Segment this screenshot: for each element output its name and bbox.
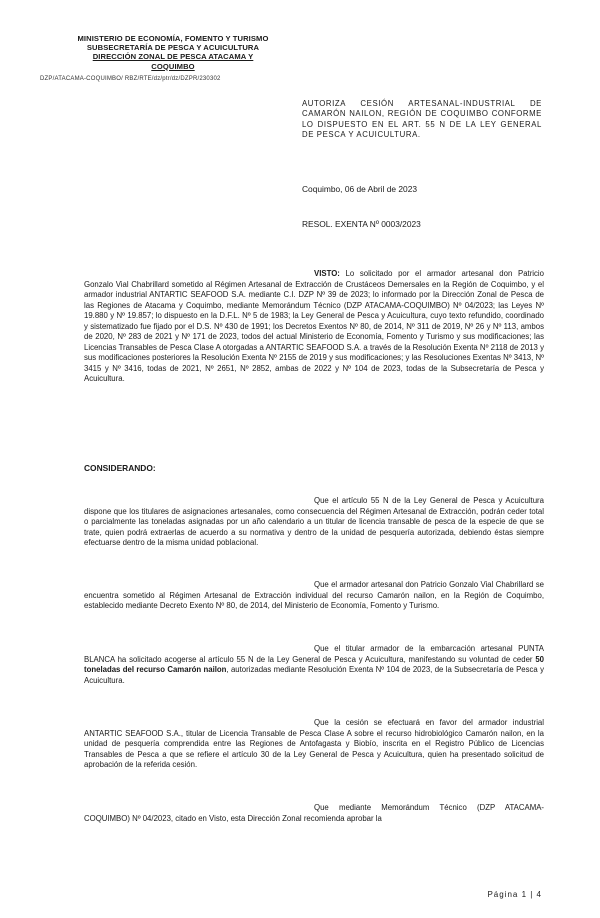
considerando-paragraph-2: [84, 580, 544, 612]
paragraph-text: Que mediante Memorándum Técnico (DZP ATACAMA-COQUIMBO) Nº 04/2023, citado en Visto, esta Dirección Zonal recomienda aprobar la: [84, 803, 544, 823]
visto-text: Lo solicitado por el armador artesanal don Patricio Gonzalo Vial Chabrillard sometido al Régimen Artesanal de Extracción de Crustáceos Demersales en la Región de Coquimbo, y el armador industrial ANTARTIC SEAFOOD S.A. mediante C.I. DZP Nº 39 de 2023; lo informado por la Dirección Zonal de Pesca de las Regiones de Atacama y Coquimbo, mediante Memorándum Técnico (DZP ATACAMA-COQUIMBO) Nº 04/2023; las Leyes Nº 19.880 y Nº 19.857; lo dispuesto en la D.F.L. Nº 5 de 1983; la Ley General de Pesca y Acuicultura, cuyo texto refundido, coordinado y sistematizado fue fijado por el D.S. Nº 430 de 1991; los Decretos Exentos Nº 80, de 2014, Nº 311 de 2019, Nº 26 y Nº 113, ambos de 2020, Nº 283 de 2021 y Nº 171 de 2023, todos del actual Ministerio de Economía, Fomento y Turismo y sus modificaciones; las Licencias Transables de Pesca Clase A otorgadas a ANTARTIC SEAFOOD S.A. a través de la Resolución Exenta Nº 2118 de 2013 y sus modificaciones posteriores la Resolución Exenta Nº 2155 de 2019 y sus modificaciones; y las Resoluciones Exentas Nº 3413, Nº 3415 y Nº 3416, todas de 2021, Nº 2651, Nº 2852, ambas de 2022 y Nº 104 de 2023, todas de la Subsecretaría de Pesca y Acuicultura.: [84, 269, 544, 384]
paragraph-text: Que el artículo 55 N de la Ley General de Pesca y Acuicultura dispone que los titulares de asignaciones artesanales, como consecuencia del Régimen Artesanal de Extracción, podrán ceder total o parcialmente las toneladas asignadas por un año calendario a un titular de licencia transable de pesca de la especie de que se trate, quien podrá extraerlas de acuerdo a su normativa y dentro de la unidad de pesquería autorizada, debiendo éstas siempre efectuarse dentro de la misma unidad poblacional.: [84, 496, 544, 548]
considerando-paragraph-5: [84, 803, 544, 824]
considerando-paragraph-4: [84, 718, 544, 771]
ministry-name: MINISTERIO DE ECONOMÍA, FOMENTO Y TURISMO: [77, 34, 269, 43]
considerando-heading: CONSIDERANDO:: [84, 463, 156, 473]
page-number: Página 1 | 4: [487, 890, 542, 899]
ceded-tonnage-highlight: 50 toneladas del recurso Camarón nailon: [84, 654, 544, 675]
undersecretary-name: SUBSECRETARÍA DE PESCA Y ACUICULTURA: [86, 43, 260, 53]
paragraph-text: Que la cesión se efectuará en favor del armador industrial ANTARTIC SEAFOOD S.A., titular de Licencia Transable de Pesca Clase A sobre el recurso hidrobiológico Camarón nailon, en la unidad de pesquería comprendida entre las Regiones de Antofagasta y Biobío, inscrita en el Registro Público de Licencias Transables de Pesca a que se refiere el artículo 30 de la Ley General de Pesca y Acuicultura, quien ha presentado solicitud de aprobación de la referida cesión.: [84, 718, 544, 770]
zonal-directorate-name-cont: COQUIMBO: [151, 61, 195, 71]
institution-header: [58, 34, 288, 71]
paragraph-text: Que el armador artesanal don Patricio Gonzalo Vial Chabrillard se encuentra sometido al Régimen Artesanal de Extracción individual del recurso Camarón nailon, en la Región de Coquimbo, establecido mediante Decreto Exento Nº 80, de 2014, del Ministerio de Economía, Fomento y Turismo.: [84, 580, 544, 611]
visto-label: VISTO:: [314, 269, 340, 278]
visto-section: [84, 269, 544, 385]
resolution-date: Coquimbo, 06 de Abril de 2023: [302, 184, 418, 194]
considerando-paragraph-3: [84, 644, 544, 686]
reference-codes: DZP/ATACAMA-COQUIMBO/ RBZ/RTE/dz/ptr/dz/DZPR/230302: [40, 76, 221, 82]
paragraph-text: Que el titular armador de la embarcación artesanal PUNTA BLANCA ha solicitado acogerse al artículo 55 N de la Ley General de Pesca y Acuicultura, manifestando su voluntad de ceder 50 toneladas del recurso Camarón nailon, autorizadas mediante Resolución Exenta Nº 104 de 2023, de la Subsecretaría de Pesca y Acuicultura.: [84, 644, 544, 685]
resolution-title: AUTORIZA CESIÓN ARTESANAL-INDUSTRIAL DE CAMARÓN NAILON, REGIÓN DE COQUIMBO CONFORME LO DISPUESTO EN EL ART. 55 N DE LA LEY GENERAL DE PESCA Y ACUICULTURA.: [302, 99, 542, 140]
zonal-directorate-name: DIRECCIÓN ZONAL DE PESCA ATACAMA Y: [92, 52, 254, 62]
considerando-paragraph-1: [84, 496, 544, 549]
resolution-number: RESOL. EXENTA Nº 0003/2023: [302, 219, 421, 229]
